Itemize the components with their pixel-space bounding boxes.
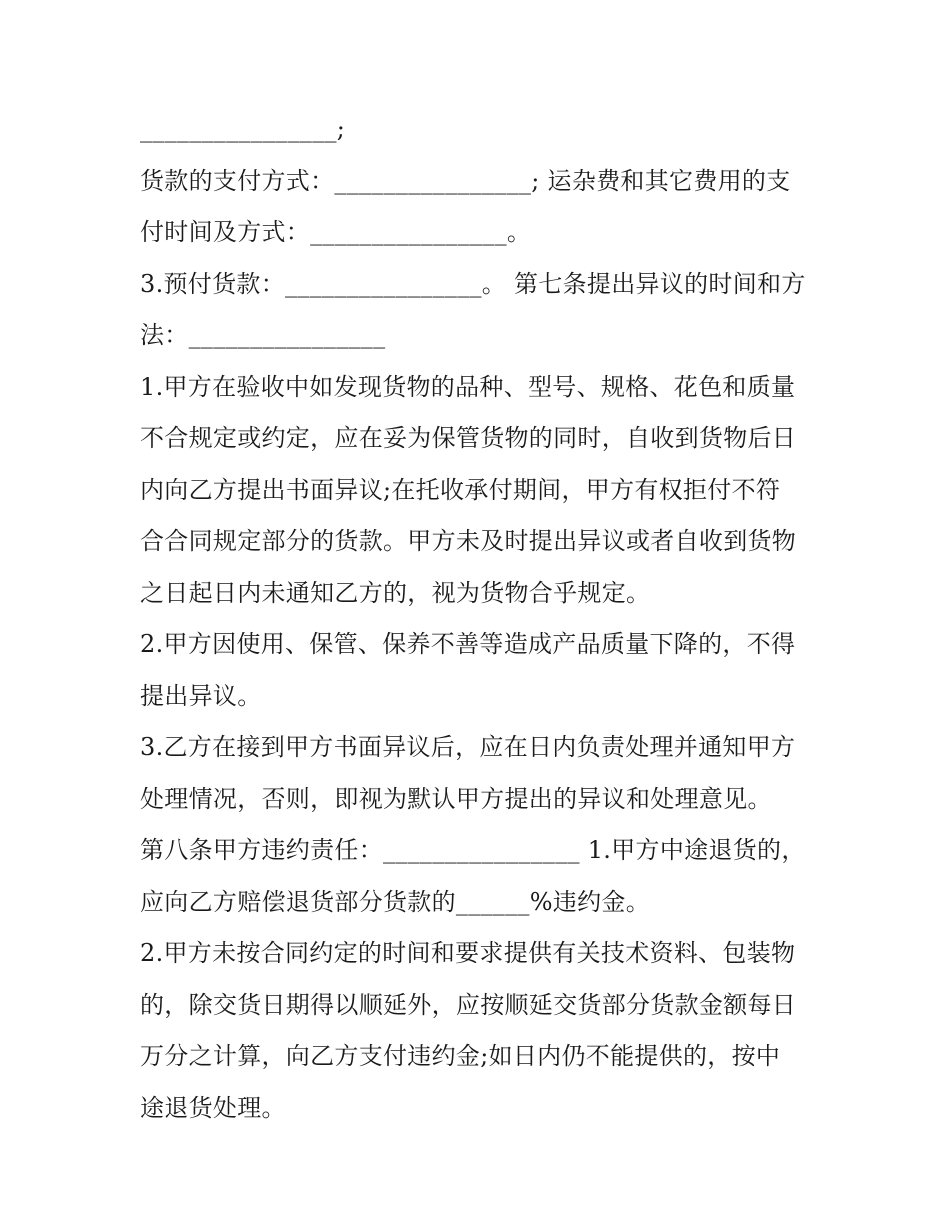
text-line: 第八条甲方违约责任：________________ 1.甲方中途退货的， (140, 836, 806, 864)
text-line: 万分之计算，向乙方支付违约金;如日内仍不能提供的，按中 (140, 1042, 781, 1070)
text-line: 3.乙方在接到甲方书面异议后，应在日内负责处理并通知甲方 (140, 733, 796, 761)
document-body (140, 104, 820, 1134)
text-line: 货款的支付方式：________________; 运杂费和其它费用的支 (140, 166, 791, 195)
text-line: 合合同规定部分的货款。甲方未及时提出异议或者自收到货物 (140, 527, 797, 555)
text-line: 的，除交货日期得以顺延外，应按顺延交货部分货款金额每日 (140, 990, 797, 1019)
text-line: 3.预付货款：________________。 第七条提出异议的时间和方 (140, 269, 806, 298)
text-line: 法：________________ (140, 321, 386, 349)
text-line: 1.甲方在验收中如发现货物的品种、型号、规格、花色和质量 (140, 372, 796, 401)
text-line: 付时间及方式：________________。 (140, 218, 532, 246)
text-line: 应向乙方赔偿退货部分货款的______%违约金。 (140, 887, 651, 916)
text-line: 内向乙方提出书面异议;在托收承付期间，甲方有权拒付不符 (140, 475, 781, 504)
text-line: 提出异议。 (140, 681, 262, 710)
text-line: 途退货处理。 (140, 1093, 286, 1122)
text-line: 2.甲方因使用、保管、保养不善等造成产品质量下降的，不得 (140, 630, 796, 658)
text-line: 2.甲方未按合同约定的时间和要求提供有关技术资料、包装物 (140, 939, 796, 967)
text-line: 不合规定或约定，应在妥为保管货物的同时，自收到货物后日 (140, 424, 797, 452)
text-line: 处理情况，否则，即视为默认甲方提出的异议和处理意见。 (140, 784, 772, 813)
text-line: 之日起日内未通知乙方的，视为货物合乎规定。 (140, 578, 651, 607)
text-line: ________________; (140, 115, 346, 143)
